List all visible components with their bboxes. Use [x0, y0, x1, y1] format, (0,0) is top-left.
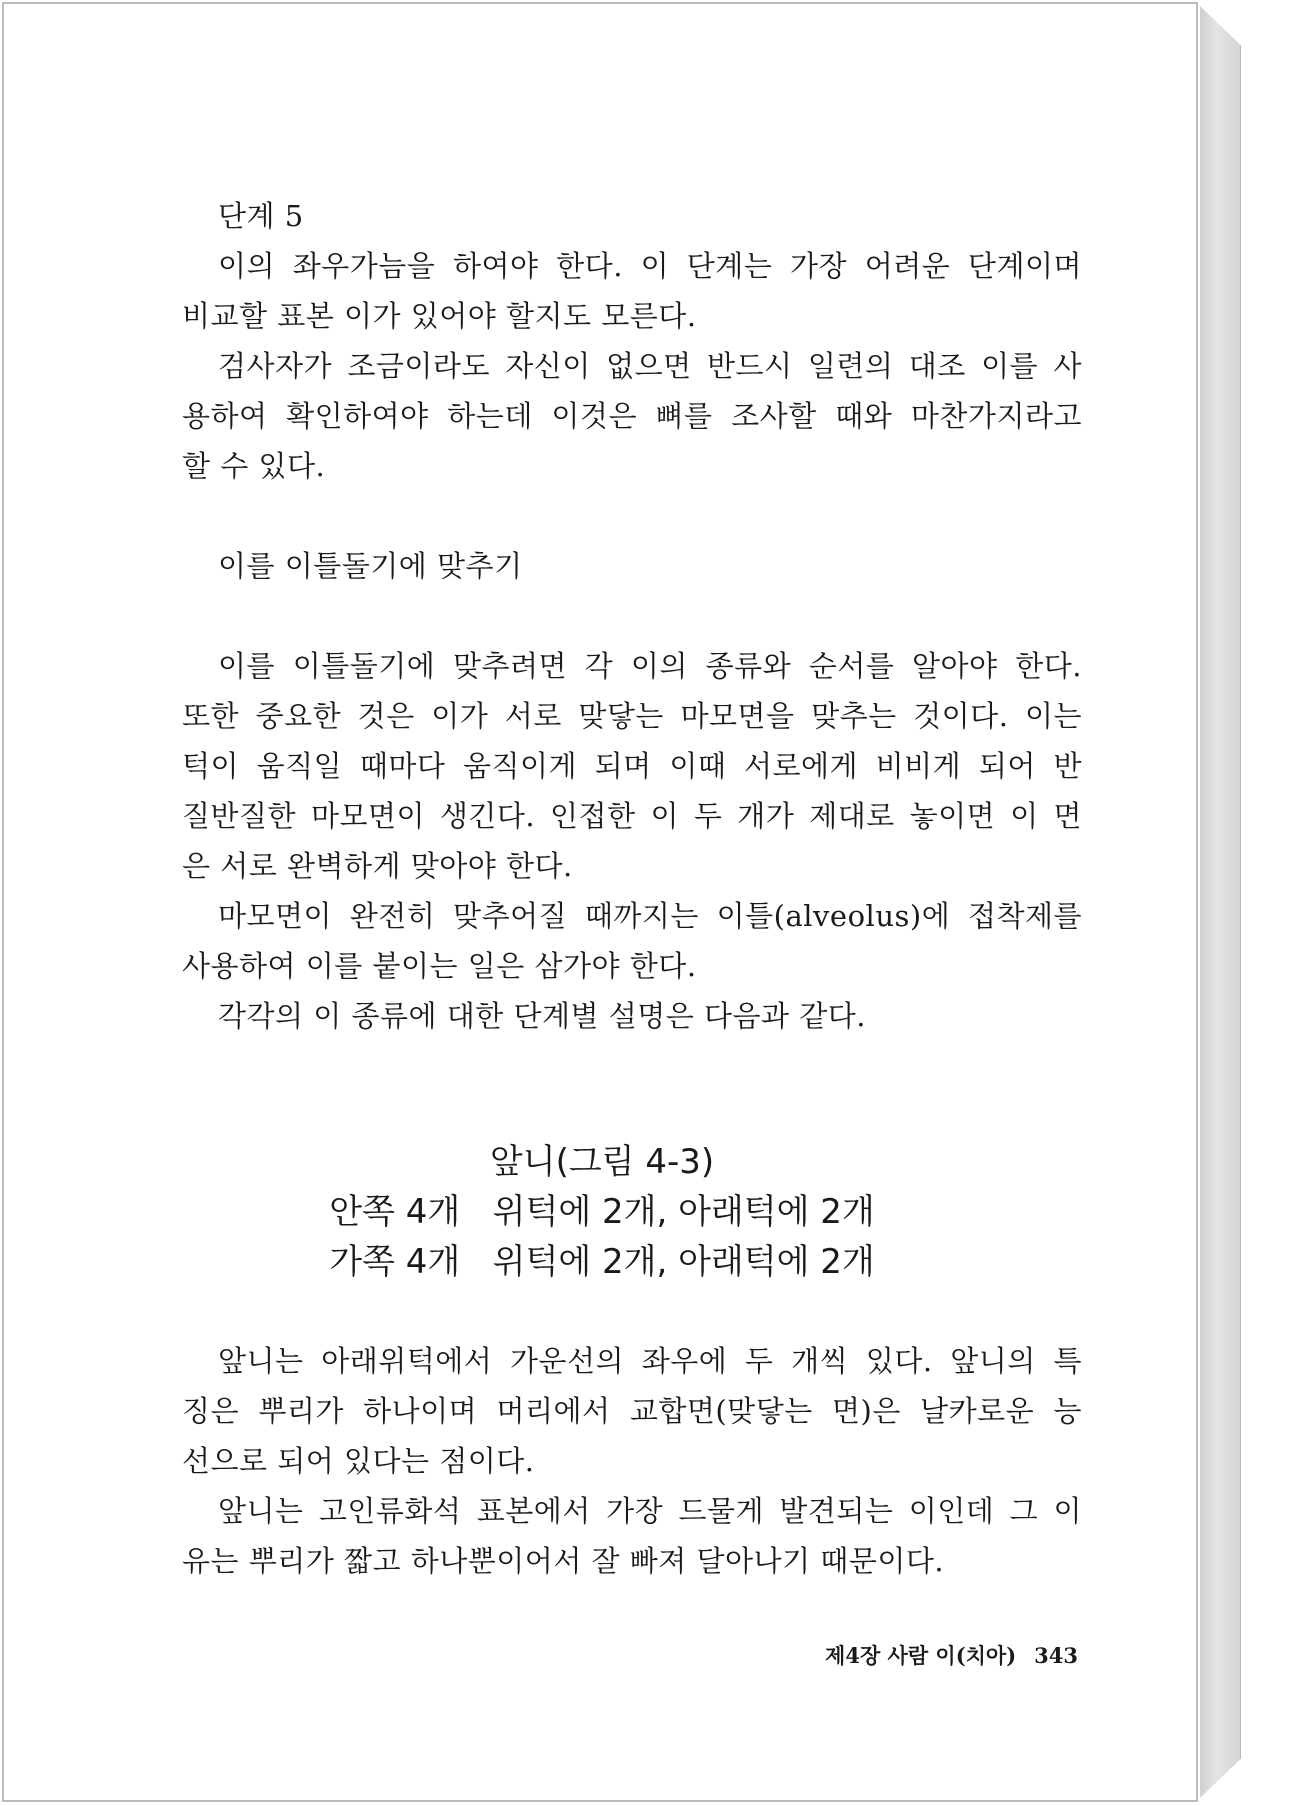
- page: [2, 2, 1198, 1802]
- paragraph-line: 검사자가 조금이라도 자신이 없으면 반드시 일련의 대조 이를 사: [218, 349, 1082, 383]
- paragraph-line: 비교할 표본 이가 있어야 할지도 모른다.: [182, 299, 697, 333]
- paragraph-line: 사용하여 이를 붙이는 일은 삼가야 한다.: [182, 949, 697, 983]
- paragraph-line: 선으로 되어 있다는 점이다.: [182, 1444, 535, 1478]
- paragraph-line: 유는 뿌리가 짧고 하나뿐이어서 잘 빠져 달아나기 때문이다.: [182, 1544, 945, 1578]
- chapter-title: 제4장 사람 이(치아): [825, 1643, 1017, 1668]
- incisor-title: 앞니(그림 4-3): [489, 1142, 715, 1182]
- paragraph-line: 마모면이 완전히 맞추어질 때까지는 이틀(alveolus)에 접착제를: [218, 899, 1082, 933]
- paragraph-line: 턱이 움직일 때마다 움직이게 되며 이때 서로에게 비비게 되어 반: [182, 749, 1082, 783]
- paragraph-line: 할 수 있다.: [182, 449, 326, 483]
- paragraph-line: 이를 이틀돌기에 맞추려면 각 이의 종류와 순서를 알아야 한다.: [218, 649, 1082, 683]
- section-heading-fit: 이를 이틀돌기에 맞추기: [218, 549, 523, 583]
- page-number: 343: [1034, 1643, 1078, 1668]
- page-footer: [825, 1640, 1078, 1670]
- paragraph-line: 은 서로 완벽하게 맞아야 한다.: [182, 849, 573, 883]
- paragraph-line: 또한 중요한 것은 이가 서로 맞닿는 마모면을 맞추는 것이다. 이는: [182, 699, 1082, 733]
- incisor-row-outer: 가쪽 4개 위턱에 2개, 아래턱에 2개: [329, 1242, 875, 1282]
- section-heading-step: 단계 5: [218, 199, 304, 233]
- incisor-row-inner: 안쪽 4개 위턱에 2개, 아래턱에 2개: [329, 1192, 875, 1232]
- page-edge: [1200, 6, 1241, 1798]
- paragraph-line: 징은 뿌리가 하나이며 머리에서 교합면(맞닿는 면)은 날카로운 능: [182, 1394, 1082, 1428]
- paragraph-line: 용하여 확인하여야 하는데 이것은 뼈를 조사할 때와 마찬가지라고: [182, 399, 1082, 433]
- paragraph-line: 이의 좌우가늠을 하여야 한다. 이 단계는 가장 어려운 단계이며: [218, 249, 1082, 283]
- paragraph-line: 질반질한 마모면이 생긴다. 인접한 이 두 개가 제대로 놓이면 이 면: [182, 799, 1082, 833]
- paragraph-line: 각각의 이 종류에 대한 단계별 설명은 다음과 같다.: [218, 999, 867, 1033]
- paragraph-line: 앞니는 고인류화석 표본에서 가장 드물게 발견되는 이인데 그 이: [218, 1494, 1082, 1528]
- paragraph-line: 앞니는 아래위턱에서 가운선의 좌우에 두 개씩 있다. 앞니의 특: [218, 1344, 1082, 1378]
